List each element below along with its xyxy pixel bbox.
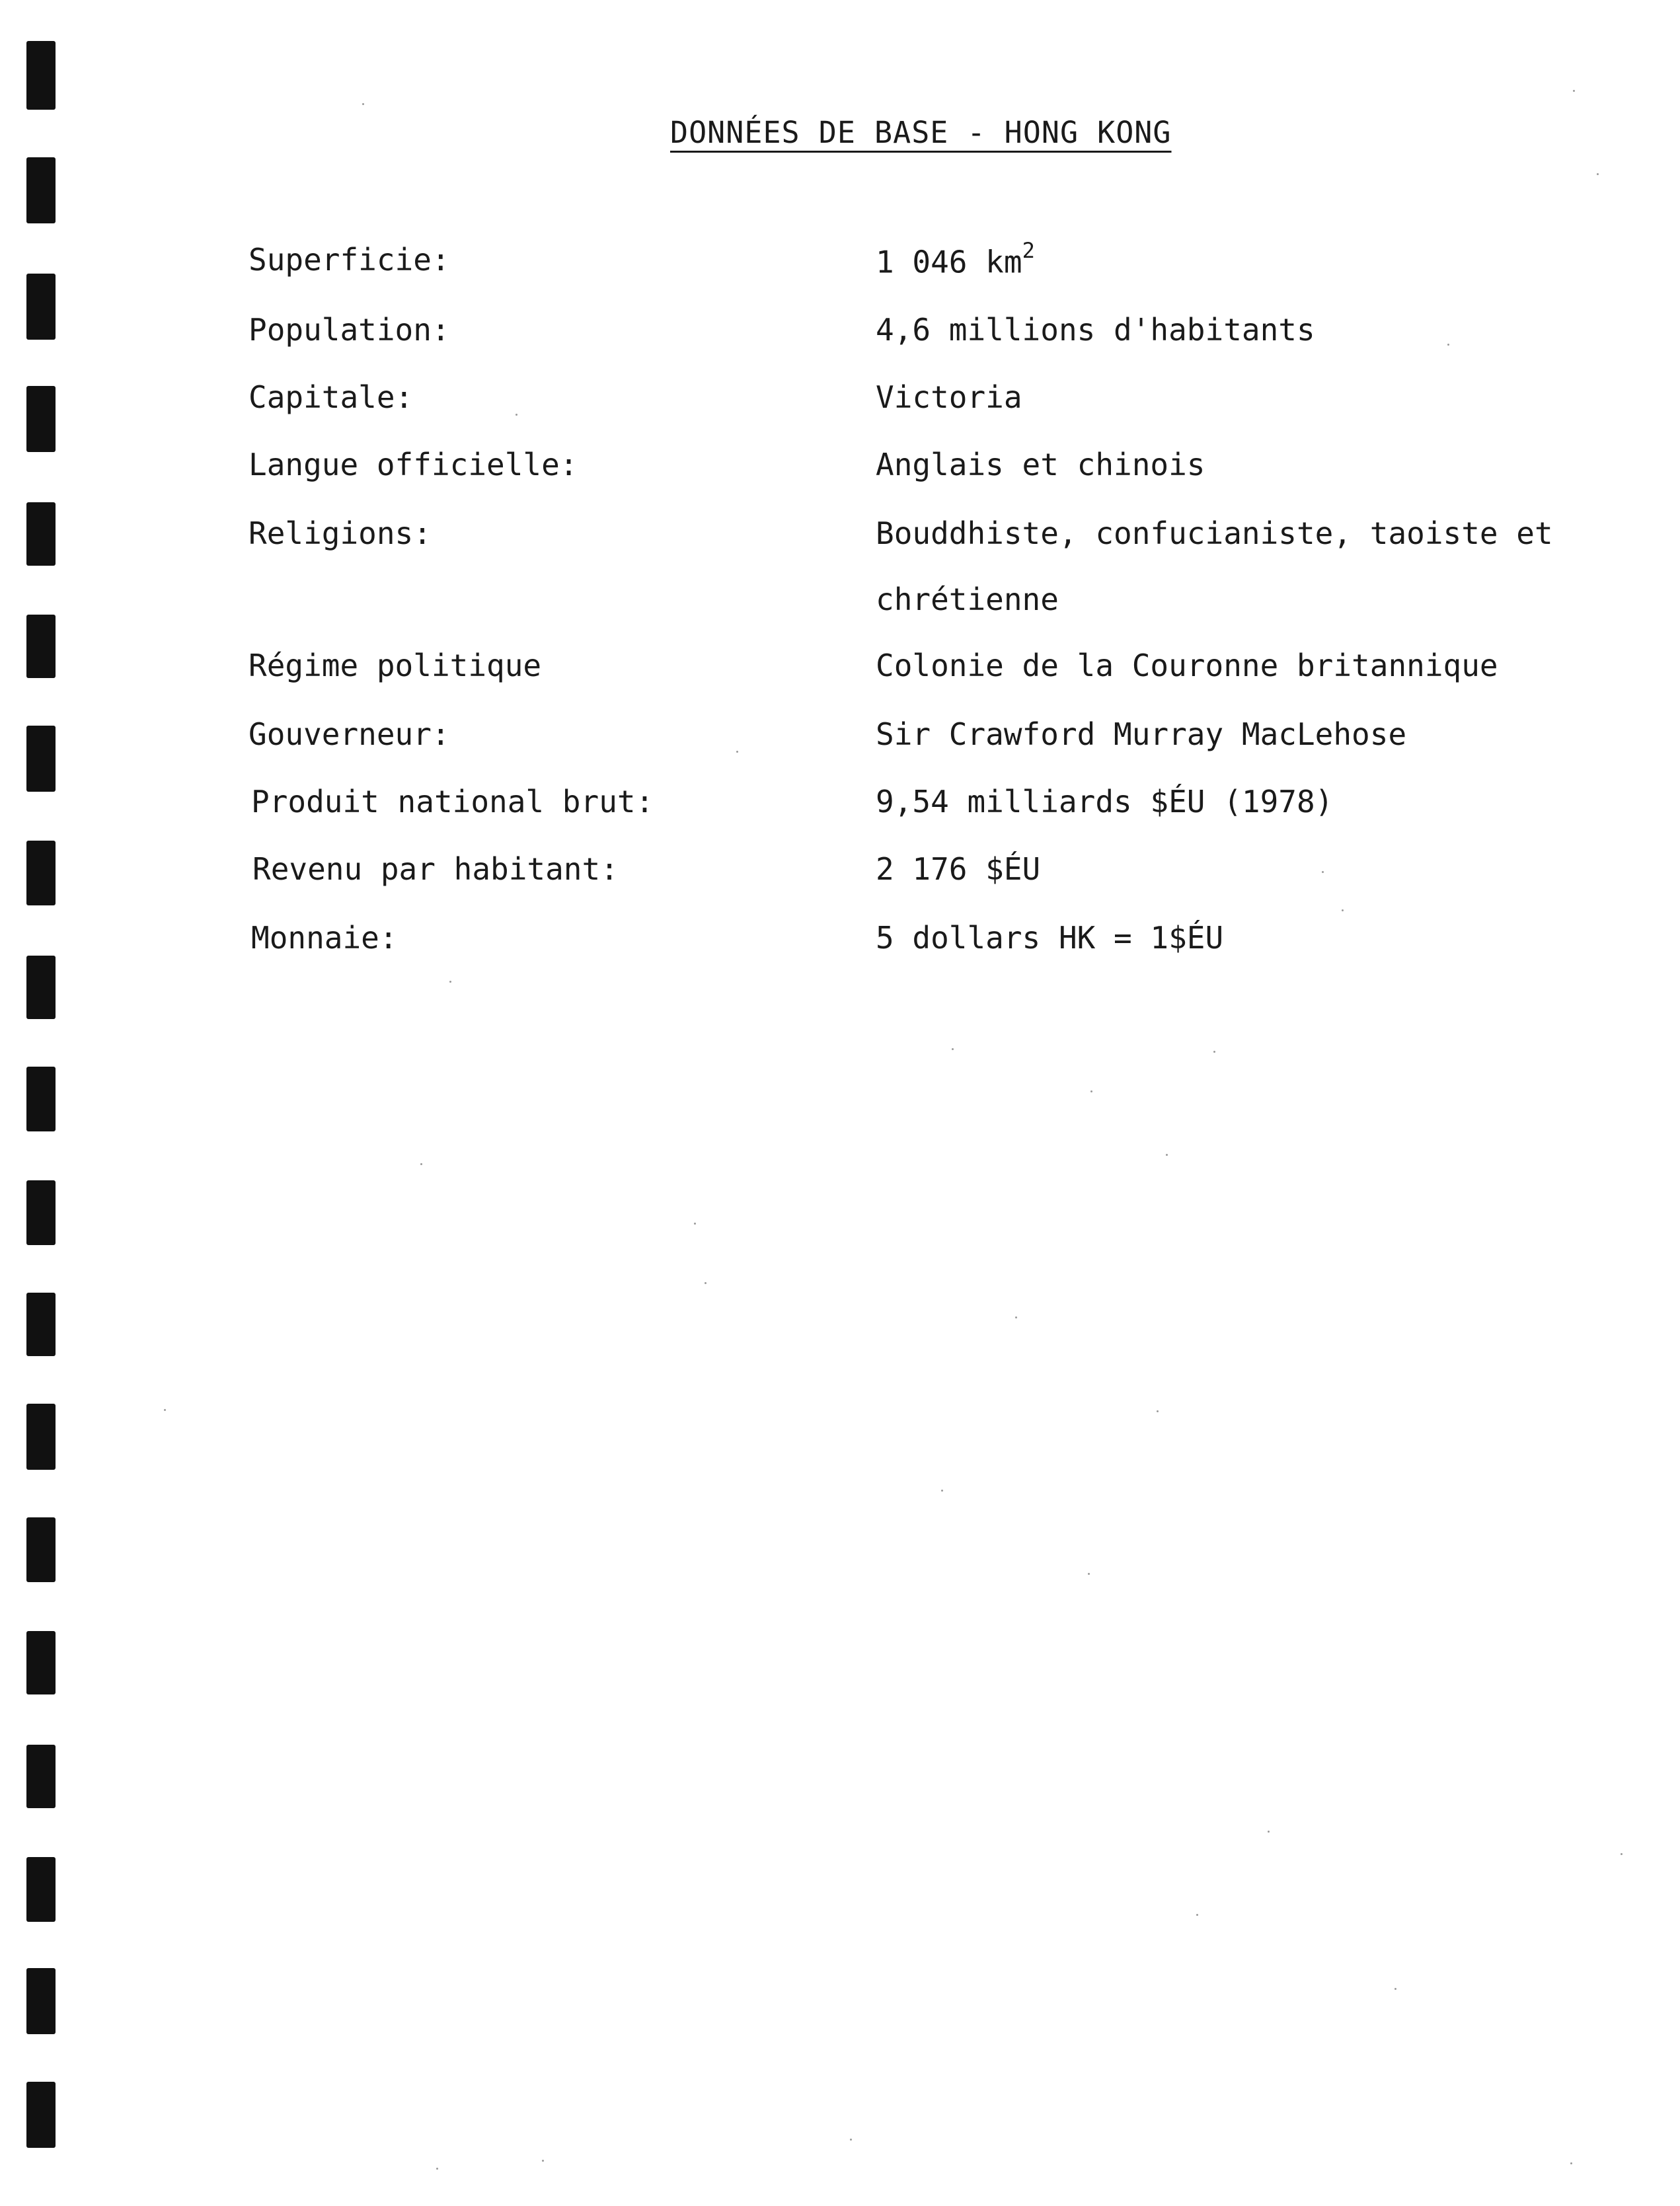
- row-value: 5 dollars HK = 1$ÉU: [876, 920, 1224, 956]
- scan-speck: [362, 103, 364, 105]
- binding-mark: [26, 1857, 56, 1922]
- binding-mark: [26, 1180, 56, 1245]
- row-value: Bouddhiste, confucianiste, taoiste et: [876, 515, 1553, 551]
- scan-speck: [542, 2160, 544, 2162]
- row-label: Gouverneur:: [248, 716, 450, 752]
- table-row: [0, 447, 1680, 486]
- binding-mark: [26, 1067, 56, 1131]
- scan-speck: [1213, 1051, 1215, 1053]
- binding-mark: [26, 41, 56, 110]
- table-row: [0, 379, 1680, 419]
- row-value: Victoria: [876, 379, 1022, 415]
- table-row: [0, 851, 1680, 891]
- scan-speck: [1157, 1410, 1159, 1412]
- row-label: Langue officielle:: [248, 447, 578, 482]
- scan-speck: [1447, 344, 1449, 346]
- scan-speck: [736, 751, 738, 753]
- table-row: [0, 648, 1680, 687]
- row-label: Religions:: [248, 515, 432, 551]
- table-row: [0, 515, 1680, 555]
- scan-speck: [1342, 909, 1344, 911]
- scan-speck: [1090, 1090, 1092, 1092]
- row-value: chrétienne: [876, 582, 1059, 617]
- row-label: Capitale:: [248, 379, 414, 415]
- binding-mark: [26, 1631, 56, 1694]
- row-label: Population:: [248, 312, 450, 348]
- binding-mark: [26, 2082, 56, 2148]
- unit-superscript: 2: [1022, 238, 1035, 263]
- scan-speck: [436, 2168, 438, 2170]
- scan-speck: [705, 1282, 706, 1284]
- scan-speck: [164, 1409, 166, 1411]
- scan-speck: [941, 1490, 943, 1492]
- row-value: Anglais et chinois: [876, 447, 1205, 482]
- scan-speck: [1573, 90, 1575, 92]
- scan-speck: [1088, 1573, 1090, 1575]
- table-row: [0, 716, 1680, 756]
- row-value: Sir Crawford Murray MacLehose: [876, 716, 1407, 752]
- scan-speck: [1322, 871, 1324, 873]
- scan-speck: [1621, 1853, 1623, 1855]
- binding-mark: [26, 157, 56, 223]
- row-label: Monnaie:: [251, 920, 398, 956]
- binding-mark: [26, 1968, 56, 2034]
- table-row: [0, 582, 1680, 621]
- scan-speck: [515, 414, 517, 416]
- table-row: [0, 238, 1680, 282]
- scan-speck: [1015, 1316, 1017, 1318]
- scan-speck: [694, 1223, 696, 1225]
- row-label: Produit national brut:: [251, 784, 654, 819]
- scan-speck: [1570, 2162, 1572, 2164]
- scan-speck: [420, 1163, 422, 1165]
- table-row: [0, 784, 1680, 823]
- scan-speck: [449, 981, 451, 983]
- row-value: 2 176 $ÉU: [876, 851, 1041, 887]
- table-row: [0, 312, 1680, 352]
- binding-mark: [26, 1404, 56, 1470]
- binding-mark: [26, 1517, 56, 1582]
- row-label: Régime politique: [248, 648, 542, 683]
- scan-speck: [952, 1048, 954, 1050]
- scan-speck: [1597, 173, 1599, 175]
- binding-mark: [26, 956, 56, 1019]
- row-label: Superficie:: [248, 242, 450, 278]
- row-value: 4,6 millions d'habitants: [876, 312, 1315, 348]
- scan-speck: [1268, 1831, 1270, 1833]
- row-value: 1 046 $km^2$: [876, 238, 1035, 280]
- table-row: [0, 920, 1680, 960]
- document-title: DONNÉES DE BASE - HONG KONG: [670, 115, 1172, 150]
- row-value: Colonie de la Couronne britannique: [876, 648, 1498, 683]
- row-label: Revenu par habitant:: [252, 851, 619, 887]
- scan-speck: [850, 2139, 852, 2141]
- binding-mark: [26, 1745, 56, 1808]
- scan-speck: [1394, 1988, 1396, 1990]
- scan-speck: [1166, 1154, 1168, 1156]
- scan-speck: [1196, 1914, 1198, 1916]
- binding-mark: [26, 1293, 56, 1356]
- row-value: 9,54 milliards $ÉU (1978): [876, 784, 1334, 819]
